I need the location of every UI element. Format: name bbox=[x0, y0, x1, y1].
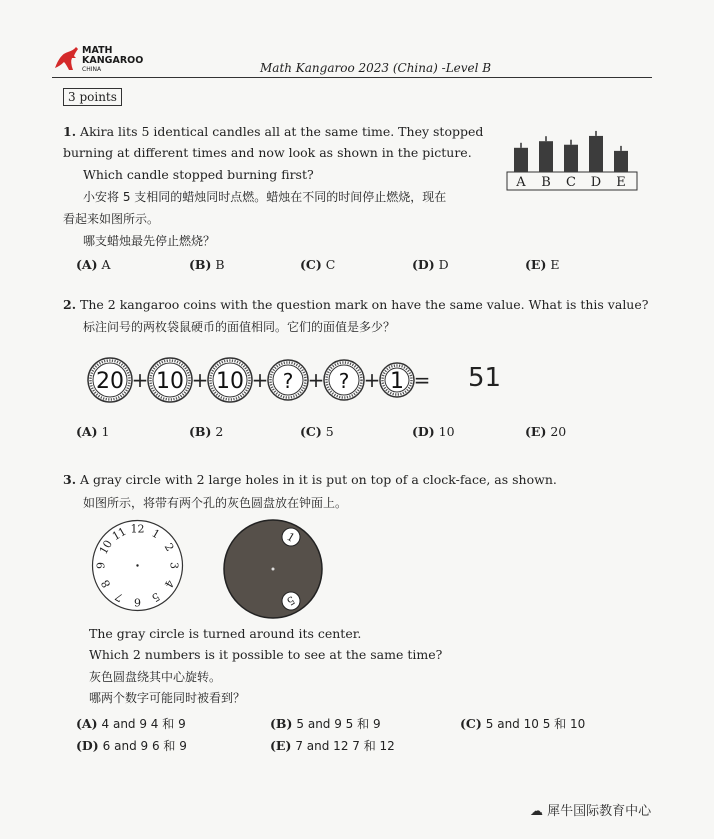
q2-line-1 bbox=[63, 297, 648, 312]
candle-label: E bbox=[616, 175, 626, 190]
hole-number: 5 bbox=[284, 593, 298, 608]
coin-value: 20 bbox=[96, 369, 124, 394]
clock-number: 1 bbox=[149, 526, 163, 542]
candle-e bbox=[614, 151, 628, 172]
equals-sign: = bbox=[413, 368, 431, 392]
plus-sign: + bbox=[191, 368, 209, 392]
q2-option-d[interactable]: (D) 10 bbox=[412, 424, 455, 439]
coins-equation bbox=[85, 350, 470, 410]
clock-number: 8 bbox=[98, 577, 114, 591]
q1-line-4: 小安将 5 支相同的蜡烛同时点燃。蜡烛在不同的时间停止燃烧，现在 bbox=[83, 190, 447, 204]
plus-sign: + bbox=[131, 368, 149, 392]
clock-number: 3 bbox=[167, 562, 181, 569]
q3-option-c[interactable]: (C) 5 and 10 5 和 10 bbox=[460, 716, 586, 731]
plus-sign: + bbox=[307, 368, 325, 392]
candle-a bbox=[514, 148, 528, 172]
candle-label: D bbox=[590, 175, 602, 190]
points-label: 3 points bbox=[63, 88, 122, 106]
header-rule bbox=[52, 77, 652, 78]
q2-option-a[interactable]: (A) 1 bbox=[76, 424, 110, 439]
q3-line-5: 灰色圆盘绕其中心旋转。 bbox=[89, 670, 222, 684]
q1-line-2: burning at different times and now look as shown in the picture. bbox=[63, 145, 472, 160]
gray-circle-with-holes bbox=[222, 518, 324, 620]
coin-value: 10 bbox=[216, 369, 244, 394]
coin bbox=[148, 358, 192, 402]
clock-number: 2 bbox=[161, 540, 177, 554]
clock-number: 11 bbox=[109, 524, 129, 544]
q1-option-c[interactable]: (C) C bbox=[300, 257, 336, 272]
coin-value: 1 bbox=[390, 369, 404, 394]
candle-label: B bbox=[541, 175, 551, 190]
clock-number: 10 bbox=[96, 537, 116, 557]
candle-b bbox=[539, 141, 553, 172]
running-title: Math Kangaroo 2023 (China) -Level B bbox=[260, 61, 492, 75]
candle-label: C bbox=[566, 175, 576, 190]
q1-option-a[interactable]: (A) A bbox=[76, 257, 111, 272]
coin bbox=[380, 363, 414, 397]
q3-line-1 bbox=[63, 472, 557, 487]
q2-result: 51 bbox=[468, 363, 502, 393]
q2-option-b[interactable]: (B) 2 bbox=[189, 424, 224, 439]
q3-line-2: 如图所示，将带有两个孔的灰色圆盘放在钟面上。 bbox=[83, 496, 348, 510]
q3-option-e[interactable]: (E) 7 and 12 7 和 12 bbox=[270, 738, 395, 753]
coin-value: 10 bbox=[156, 369, 184, 394]
hole-number: 1 bbox=[284, 530, 298, 545]
coin bbox=[268, 360, 308, 400]
plus-sign: + bbox=[251, 368, 269, 392]
coin bbox=[324, 360, 364, 400]
q1-line-6: 哪支蜡烛最先停止燃烧？ bbox=[83, 234, 216, 248]
coin bbox=[88, 358, 132, 402]
q2-text-1: The 2 kangaroo coins with the question mark on have the same value. What is this value? bbox=[80, 297, 649, 312]
coin-value: ? bbox=[338, 369, 350, 393]
clock-face bbox=[90, 518, 185, 613]
q3-line-6: 哪两个数字可能同时被看到？ bbox=[89, 691, 246, 705]
q3-option-b[interactable]: (B) 5 and 9 5 和 9 bbox=[270, 716, 381, 731]
candles-figure bbox=[505, 125, 640, 195]
q2-line-2: 标注问号的两枚袋鼠硬币的面值相同。它们的面值是多少？ bbox=[83, 320, 396, 334]
q2-option-c[interactable]: (C) 5 bbox=[300, 424, 334, 439]
coin-value: ? bbox=[282, 369, 294, 393]
clock-number: 12 bbox=[130, 522, 145, 536]
q1-line-3: Which candle stopped burning first? bbox=[83, 167, 314, 182]
q3-line-4: Which 2 numbers is it possible to see at the same time? bbox=[89, 647, 443, 662]
q1-line-5: 看起来如图所示。 bbox=[63, 212, 160, 226]
kangaroo-icon bbox=[52, 44, 82, 74]
q1-option-d[interactable]: (D) D bbox=[412, 257, 449, 272]
q3-number: 3. bbox=[63, 472, 77, 487]
q1-line-1 bbox=[63, 124, 483, 139]
clock-number: 7 bbox=[112, 589, 126, 605]
clock-number: 5 bbox=[149, 589, 163, 605]
clock-number: 9 bbox=[94, 562, 108, 569]
q1-option-b[interactable]: (B) B bbox=[189, 257, 225, 272]
clock-number: 6 bbox=[134, 595, 141, 609]
clock-center bbox=[136, 564, 138, 566]
q2-option-e[interactable]: (E) 20 bbox=[525, 424, 567, 439]
clock-number: 4 bbox=[161, 577, 177, 591]
candle-label: A bbox=[516, 175, 526, 190]
disc-center bbox=[272, 568, 275, 571]
watermark: ☁ 犀牛国际教育中心 bbox=[530, 804, 652, 819]
plus-sign: + bbox=[363, 368, 381, 392]
q3-option-d[interactable]: (D) 6 and 9 6 和 9 bbox=[76, 738, 187, 753]
q1-number: 1. bbox=[63, 124, 77, 139]
q3-text-1: A gray circle with 2 large holes in it is put on top of a clock-face, as shown. bbox=[80, 472, 557, 487]
logo-text: MATH KANGAROO CHINA bbox=[82, 45, 144, 73]
q3-option-a[interactable]: (A) 4 and 9 4 和 9 bbox=[76, 716, 186, 731]
q3-line-3: The gray circle is turned around its center. bbox=[89, 626, 362, 641]
wechat-icon: ☁ bbox=[530, 804, 548, 819]
q1-option-e[interactable]: (E) E bbox=[525, 257, 560, 272]
candle-c bbox=[564, 145, 578, 172]
math-kangaroo-logo bbox=[52, 44, 152, 76]
coin bbox=[208, 358, 252, 402]
q2-number: 2. bbox=[63, 297, 77, 312]
candle-d bbox=[589, 136, 603, 172]
q1-text-1: Akira lits 5 identical candles all at the same time. They stopped bbox=[80, 124, 484, 139]
